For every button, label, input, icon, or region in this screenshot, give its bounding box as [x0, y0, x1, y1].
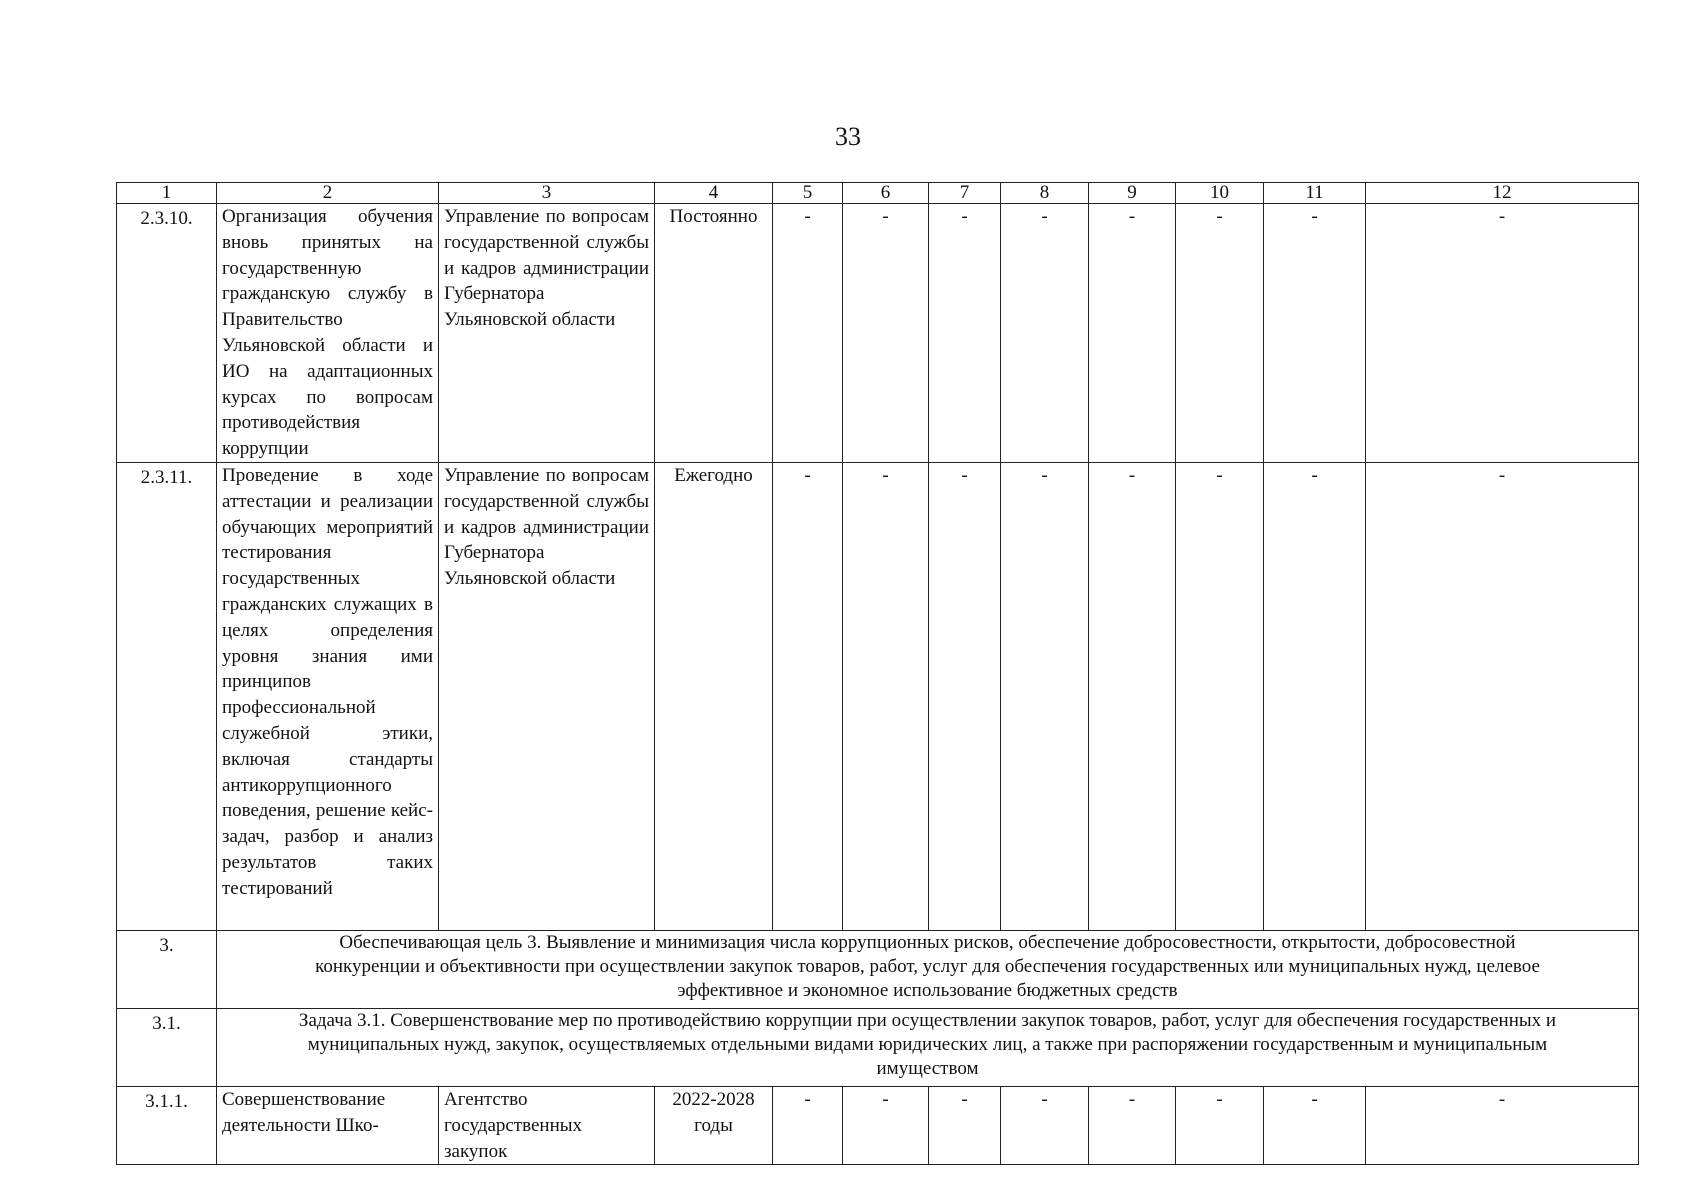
measures-table — [116, 182, 1639, 1165]
value-cell: - — [1176, 204, 1264, 463]
value-cell: - — [1089, 204, 1176, 463]
activity-cell: Проведение в ходе аттестации и реализации обучающих мероприятий тестирования государственных гражданских служащих в целях определения уровня знания ими принципов профессиональной служебной этики, включая стандарты антикоррупционного поведения, решение кейс-задач, разбор и анализ результатов таких тестирований — [217, 462, 439, 930]
column-number-row — [117, 183, 1639, 204]
value-cell: - — [773, 1086, 843, 1164]
value-cell: - — [1089, 462, 1176, 930]
value-cell: - — [1089, 1086, 1176, 1164]
task-row — [117, 1008, 1639, 1086]
table-row — [117, 1086, 1639, 1164]
value-cell: - — [773, 204, 843, 463]
column-header: 7 — [929, 183, 1001, 204]
row-number: 2.3.10. — [117, 204, 217, 463]
activity-cell: Совершенствование деятельности Шко- — [217, 1086, 439, 1164]
term-cell: 2022-2028 годы — [655, 1086, 773, 1164]
column-header: 5 — [773, 183, 843, 204]
row-number: 3.1. — [117, 1008, 217, 1086]
task-text: Задача 3.1. Совершенствование мер по противодействию коррупции при осуществлении закупок товаров, работ, услуг для обеспечения государственных и муниципальных нужд, закупок, осуществляемых отдельными видами юридических лиц, а также при распоряжении государственным и муниципальным имуществом — [217, 1008, 1639, 1086]
row-number: 2.3.11. — [117, 462, 217, 930]
column-header: 8 — [1001, 183, 1089, 204]
value-cell: - — [1366, 1086, 1639, 1164]
column-header: 10 — [1176, 183, 1264, 204]
value-cell: - — [1001, 1086, 1089, 1164]
value-cell: - — [929, 1086, 1001, 1164]
value-cell: - — [1176, 1086, 1264, 1164]
value-cell: - — [1264, 1086, 1366, 1164]
goal-text: Обеспечивающая цель 3. Выявление и минимизация числа коррупционных рисков, обеспечение добросовестности, открытости, добросовестной конкуренции и объективности при осуществлении закупок товаров, работ, услуг для обеспечения государственных или муниципальных нужд, целевое эффективное и экономное использование бюджетных средств — [217, 930, 1639, 1008]
column-header: 12 — [1366, 183, 1639, 204]
row-number: 3. — [117, 930, 217, 1008]
column-header: 6 — [843, 183, 929, 204]
executor-cell: Управление по вопросам государственной службы и кадров администрации Губернатора Ульяновской области — [439, 462, 655, 930]
executor-cell: Управление по вопросам государственной службы и кадров администрации Губернатора Ульяновской области — [439, 204, 655, 463]
value-cell: - — [1264, 204, 1366, 463]
page-number: 33 — [835, 122, 861, 151]
value-cell: - — [1366, 204, 1639, 463]
executor-cell: Агентство государственных закупок — [439, 1086, 655, 1164]
value-cell: - — [1001, 462, 1089, 930]
value-cell: - — [1001, 204, 1089, 463]
value-cell: - — [929, 462, 1001, 930]
value-cell: - — [929, 204, 1001, 463]
table-row — [117, 204, 1639, 463]
value-cell: - — [773, 462, 843, 930]
value-cell: - — [843, 1086, 929, 1164]
goal-row — [117, 930, 1639, 1008]
value-cell: - — [1176, 462, 1264, 930]
value-cell: - — [1366, 462, 1639, 930]
table-row — [117, 462, 1639, 930]
column-header: 4 — [655, 183, 773, 204]
term-cell: Постоянно — [655, 204, 773, 463]
term-cell: Ежегодно — [655, 462, 773, 930]
column-header: 1 — [117, 183, 217, 204]
row-number: 3.1.1. — [117, 1086, 217, 1164]
column-header: 3 — [439, 183, 655, 204]
activity-cell: Организация обучения вновь принятых на государственную гражданскую службу в Правительство Ульяновской области и ИО на адаптационных курсах по вопросам противодействия коррупции — [217, 204, 439, 463]
value-cell: - — [843, 462, 929, 930]
value-cell: - — [843, 204, 929, 463]
column-header: 9 — [1089, 183, 1176, 204]
column-header: 2 — [217, 183, 439, 204]
column-header: 11 — [1264, 183, 1366, 204]
value-cell: - — [1264, 462, 1366, 930]
